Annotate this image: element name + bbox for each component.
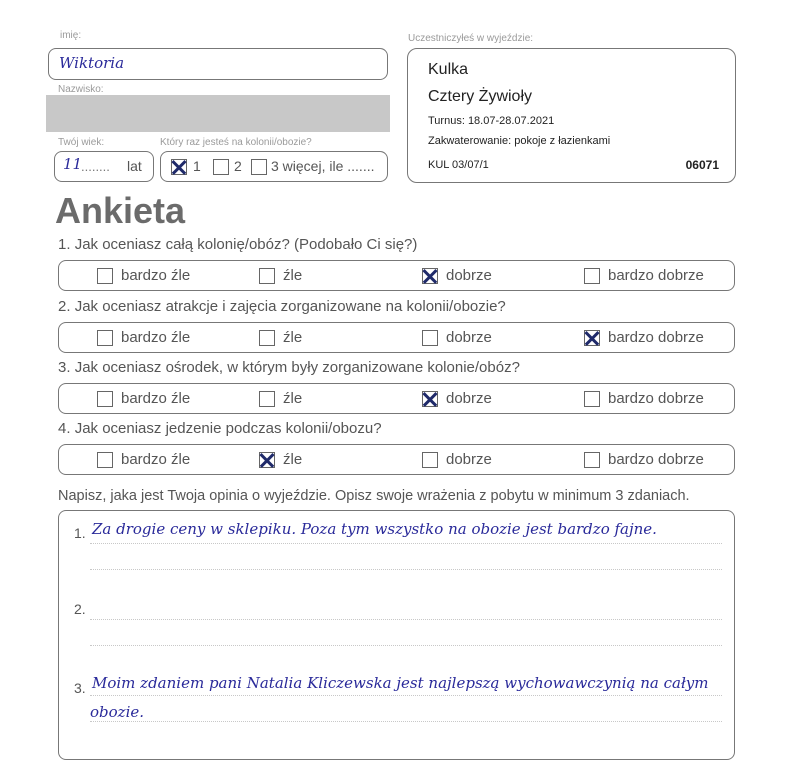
question-1-options bbox=[58, 260, 735, 291]
question-2-checkbox-4[interactable] bbox=[584, 330, 600, 346]
opinion-num-2: 2. bbox=[74, 601, 86, 617]
ktory-raz-option-1: 1 bbox=[193, 158, 201, 174]
question-4-checkbox-3[interactable] bbox=[422, 452, 438, 468]
trip-subtitle: Cztery Żywioły bbox=[428, 88, 533, 105]
wiek-field[interactable] bbox=[54, 151, 154, 182]
question-3-option-label: bardzo dobrze bbox=[608, 390, 704, 407]
wiek-dots: ........ bbox=[81, 159, 110, 174]
question-1 bbox=[58, 236, 417, 253]
question-number: 3. bbox=[58, 359, 71, 376]
page-title: Ankieta bbox=[55, 190, 186, 231]
nazwisko-redacted bbox=[46, 95, 390, 132]
nazwisko-label: Nazwisko: bbox=[58, 84, 104, 95]
question-2-options bbox=[58, 322, 735, 353]
ktory-raz-checkbox-2[interactable] bbox=[213, 159, 229, 175]
opinion-prompt: Napisz, jaka jest Twoja opinia o wyjeździe. Opisz swoje wrażenia z pobytu w minimum 3 zdaniach. bbox=[58, 488, 690, 504]
imie-value: Wiktoria bbox=[59, 54, 125, 72]
question-1-option-label: bardzo dobrze bbox=[608, 267, 704, 284]
trip-name: Kulka bbox=[428, 61, 469, 78]
question-2-option-label: źle bbox=[283, 329, 303, 346]
opinion-num-3: 3. bbox=[74, 680, 86, 696]
question-3-checkbox-2[interactable] bbox=[259, 391, 275, 407]
question-2-checkbox-3[interactable] bbox=[422, 330, 438, 346]
question-number: 2. bbox=[58, 298, 71, 315]
ktory-raz-field bbox=[160, 151, 388, 182]
question-3-option-label: dobrze bbox=[446, 390, 492, 407]
question-4-option-label: źle bbox=[283, 451, 303, 468]
trip-label: Uczestniczyłeś w wyjeździe: bbox=[408, 33, 534, 44]
opinion-text-3b: obozie. bbox=[90, 703, 145, 721]
opinion-num-1: 1. bbox=[74, 525, 86, 541]
wiek-unit: lat bbox=[127, 158, 142, 174]
question-2-option-label: bardzo źle bbox=[121, 329, 191, 346]
question-4-options bbox=[58, 444, 735, 475]
question-number: 4. bbox=[58, 420, 71, 437]
question-2-checkbox-2[interactable] bbox=[259, 330, 275, 346]
question-3-checkbox-1[interactable] bbox=[97, 391, 113, 407]
trip-box bbox=[407, 48, 736, 183]
question-4-checkbox-4[interactable] bbox=[584, 452, 600, 468]
question-text: Jak oceniasz jedzenie podczas kolonii/obozu? bbox=[74, 420, 382, 437]
question-4-checkbox-2[interactable] bbox=[259, 452, 275, 468]
question-1-option-label: bardzo źle bbox=[121, 267, 191, 284]
question-1-checkbox-3[interactable] bbox=[422, 268, 438, 284]
opinion-text-1: Za drogie ceny w sklepiku. Poza tym wszystko na obozie jest bardzo fajne. bbox=[92, 520, 657, 538]
imie-field[interactable] bbox=[48, 48, 388, 80]
question-4 bbox=[58, 420, 382, 437]
question-4-option-label: dobrze bbox=[446, 451, 492, 468]
question-3-checkbox-3[interactable] bbox=[422, 391, 438, 407]
question-text: Jak oceniasz atrakcje i zajęcia zorganizowane na kolonii/obozie? bbox=[74, 298, 506, 315]
wiek-value: 11 bbox=[63, 155, 83, 173]
ktory-raz-checkbox-1[interactable] bbox=[171, 159, 187, 175]
ktory-raz-option-3: 3 więcej, ile ....... bbox=[271, 158, 375, 174]
question-3-option-label: bardzo źle bbox=[121, 390, 191, 407]
question-3-options bbox=[58, 383, 735, 414]
question-2-option-label: dobrze bbox=[446, 329, 492, 346]
question-1-option-label: dobrze bbox=[446, 267, 492, 284]
trip-turnus: Turnus: 18.07-28.07.2021 bbox=[428, 115, 555, 127]
trip-zakwaterowanie: Zakwaterowanie: pokoje z łazienkami bbox=[428, 135, 611, 147]
question-1-option-label: źle bbox=[283, 267, 303, 284]
imie-label: imię: bbox=[60, 30, 82, 41]
trip-code: KUL 03/07/1 bbox=[428, 159, 489, 171]
ktory-raz-option-2: 2 bbox=[234, 158, 242, 174]
ktory-raz-label: Który raz jesteś na kolonii/obozie? bbox=[160, 137, 312, 148]
question-number: 1. bbox=[58, 236, 71, 253]
wiek-label: Twój wiek: bbox=[58, 137, 105, 148]
question-text: Jak oceniasz ośrodek, w którym były zorganizowane kolonie/obóz? bbox=[74, 359, 520, 376]
opinion-text-3: Moim zdaniem pani Natalia Kliczewska jest najlepszą wychowawczynią na całym bbox=[92, 674, 709, 692]
opinion-box[interactable] bbox=[58, 510, 735, 760]
question-3-option-label: źle bbox=[283, 390, 303, 407]
question-1-checkbox-2[interactable] bbox=[259, 268, 275, 284]
question-1-checkbox-4[interactable] bbox=[584, 268, 600, 284]
question-3-checkbox-4[interactable] bbox=[584, 391, 600, 407]
trip-number: 06071 bbox=[685, 158, 719, 172]
question-4-option-label: bardzo dobrze bbox=[608, 451, 704, 468]
question-1-checkbox-1[interactable] bbox=[97, 268, 113, 284]
question-2 bbox=[58, 298, 506, 315]
question-2-option-label: bardzo dobrze bbox=[608, 329, 704, 346]
question-3 bbox=[58, 359, 520, 376]
question-text: Jak oceniasz całą kolonię/obóz? (Podobało Ci się?) bbox=[74, 236, 418, 253]
question-4-option-label: bardzo źle bbox=[121, 451, 191, 468]
question-4-checkbox-1[interactable] bbox=[97, 452, 113, 468]
ktory-raz-checkbox-3[interactable] bbox=[251, 159, 267, 175]
question-2-checkbox-1[interactable] bbox=[97, 330, 113, 346]
